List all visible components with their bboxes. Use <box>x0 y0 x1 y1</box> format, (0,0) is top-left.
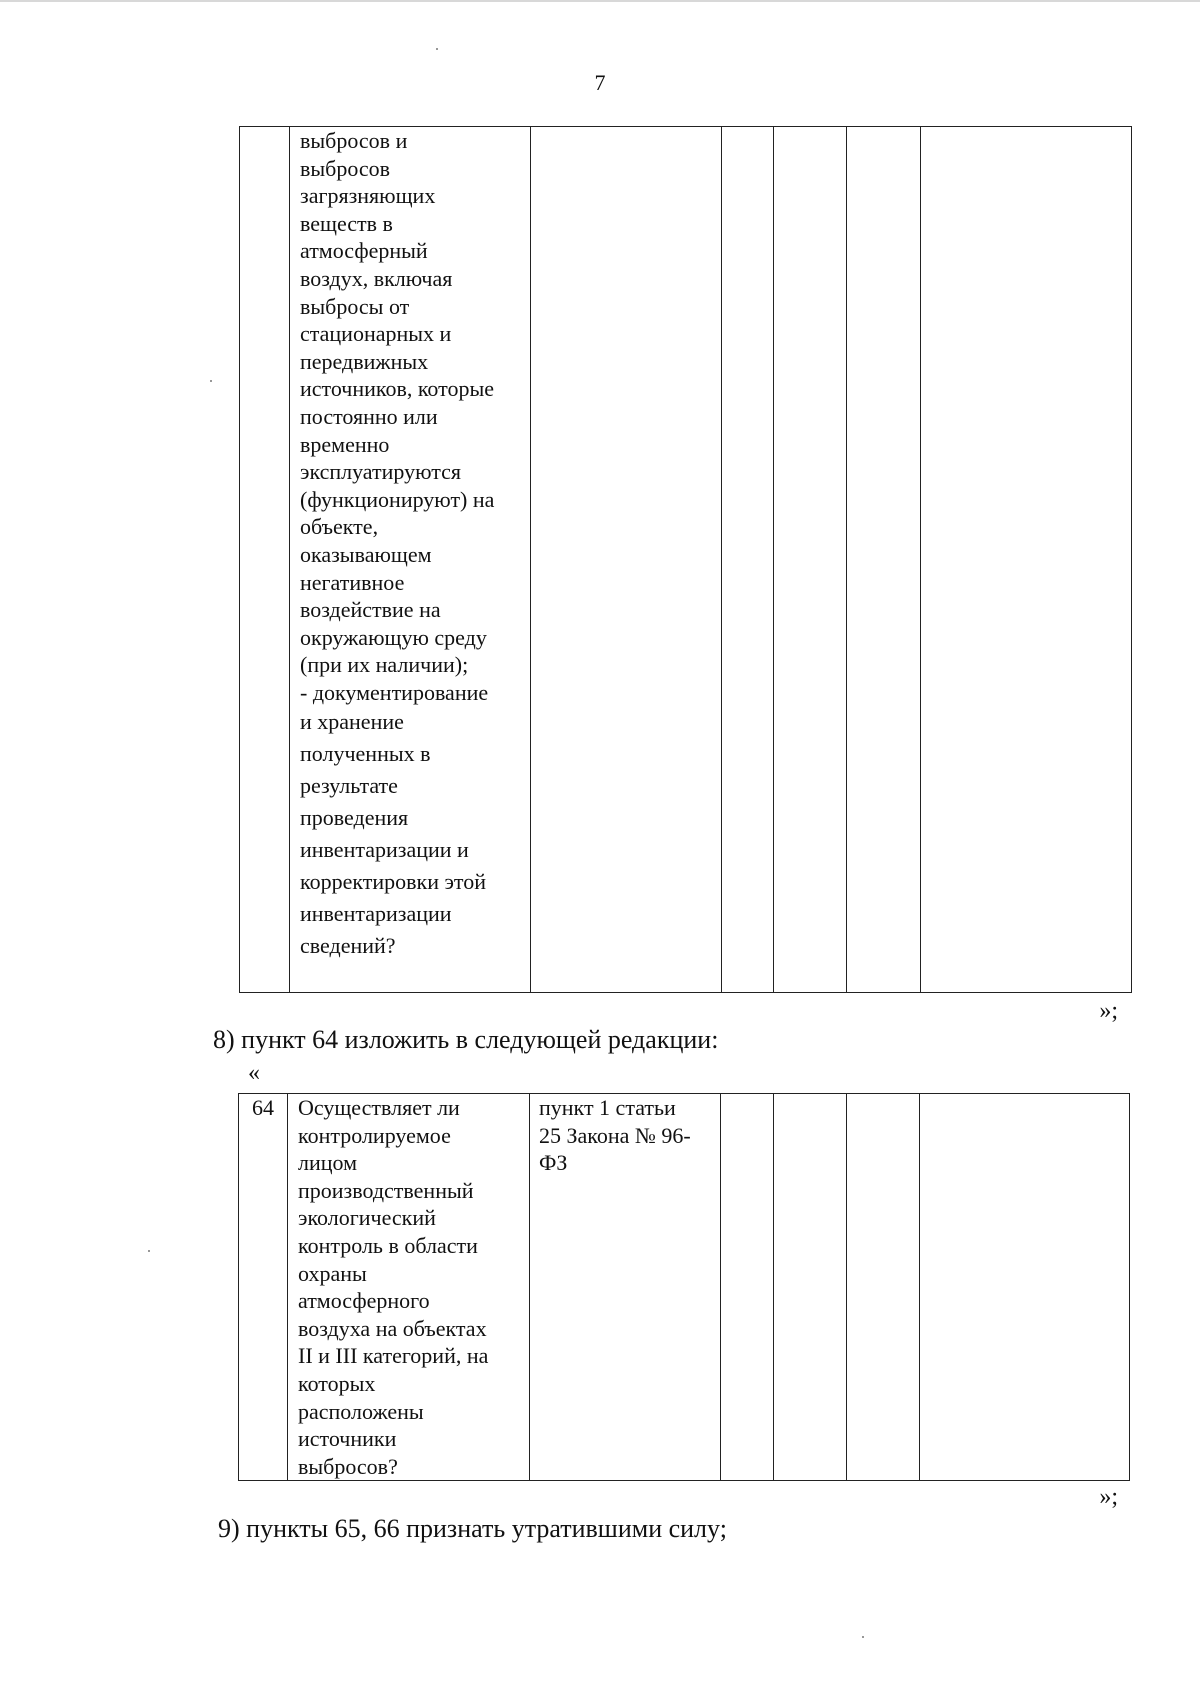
text-line: выбросов <box>300 155 391 181</box>
text-line: воздействие на <box>300 597 441 623</box>
table-row <box>239 1094 1130 1481</box>
answer-na-cell <box>847 1094 920 1481</box>
text-line: выбросов и <box>300 128 408 153</box>
question-cell <box>288 1094 530 1481</box>
scan-edge <box>0 0 1200 2</box>
text-line: корректировки этой <box>300 869 487 895</box>
text-line: пункт 1 статьи <box>539 1095 676 1120</box>
text-line: охраны <box>298 1260 367 1286</box>
page-number: 7 <box>594 70 606 95</box>
text-line: контролируемое <box>298 1122 451 1148</box>
text-line: (при их наличии); <box>300 652 469 678</box>
text-line: 25 Закона № 96- <box>539 1122 691 1148</box>
text-line: атмосферный <box>300 238 428 264</box>
text-line: полученных в <box>300 741 431 767</box>
answer-yes-cell <box>721 1094 774 1481</box>
note-cell <box>921 127 1132 993</box>
text-line: стационарных и <box>300 321 452 347</box>
text-line: Осуществляет ли <box>298 1095 460 1120</box>
closing-quote: »; <box>1099 1484 1118 1510</box>
text-line: лицом <box>298 1150 358 1176</box>
text-line: ФЗ <box>539 1150 568 1176</box>
answer-no-cell <box>774 127 847 993</box>
text-line: постоянно или <box>300 403 438 429</box>
text-line: источников, которые <box>300 376 495 402</box>
text-line: инвентаризации <box>300 901 452 927</box>
legal-basis-cell <box>531 127 722 993</box>
text-line: загрязняющих <box>300 183 436 209</box>
scan-speck <box>210 380 212 382</box>
text-line: источники <box>298 1426 397 1452</box>
table-row <box>240 127 1132 993</box>
text-line: временно <box>300 431 390 457</box>
text-line: экологический <box>298 1205 436 1231</box>
amendment-item-8: 8) пункт 64 изложить в следующей редакции: <box>213 1025 719 1054</box>
checklist-table-item-64 <box>238 1093 1130 1481</box>
text-line: передвижных <box>300 348 429 374</box>
note-cell <box>920 1094 1130 1481</box>
text-line: которых <box>298 1370 376 1396</box>
criterion-text-cell <box>290 127 531 993</box>
text-line: проведения <box>300 805 409 831</box>
criterion-text-tail <box>300 706 524 962</box>
criterion-text-head <box>300 127 524 706</box>
text-line: атмосферного <box>298 1288 430 1314</box>
text-line: воздуха на объектах <box>298 1315 487 1341</box>
text-line: результате <box>300 773 398 799</box>
text-line: объекте, <box>300 514 379 540</box>
text-line: выбросов? <box>298 1453 398 1479</box>
item-number-cell: 64 <box>239 1094 288 1481</box>
amendment-item-9: 9) пункты 65, 66 признать утратившими силу; <box>218 1514 727 1543</box>
text-line: расположены <box>298 1398 424 1424</box>
answer-na-cell <box>847 127 921 993</box>
text-line: (функционируют) на <box>300 486 495 512</box>
opening-quote: « <box>248 1060 260 1086</box>
text-line: эксплуатируются <box>300 459 462 485</box>
legal-basis-cell <box>530 1094 721 1481</box>
text-line: контроль в области <box>298 1232 478 1258</box>
closing-quote: »; <box>1099 998 1118 1024</box>
scan-speck <box>436 48 438 50</box>
text-line: воздух, включая <box>300 265 453 291</box>
text-line: негативное <box>300 569 405 595</box>
text-line: II и III категорий, на <box>298 1343 489 1369</box>
text-line: производственный <box>298 1177 474 1203</box>
text-line: окружающую среду <box>300 624 487 650</box>
scan-speck <box>862 1636 864 1638</box>
number-cell <box>240 127 290 993</box>
answer-no-cell <box>774 1094 847 1481</box>
scan-speck <box>148 1250 150 1252</box>
text-line: и хранение <box>300 709 404 735</box>
text-line: - документирование <box>300 679 489 705</box>
text-line: веществ в <box>300 210 393 236</box>
text-line: выбросы от <box>300 293 410 319</box>
answer-yes-cell <box>722 127 774 993</box>
checklist-table-continuation <box>239 126 1132 993</box>
text-line: инвентаризации и <box>300 837 469 863</box>
text-line: сведений? <box>300 933 396 959</box>
text-line: оказывающем <box>300 541 432 567</box>
